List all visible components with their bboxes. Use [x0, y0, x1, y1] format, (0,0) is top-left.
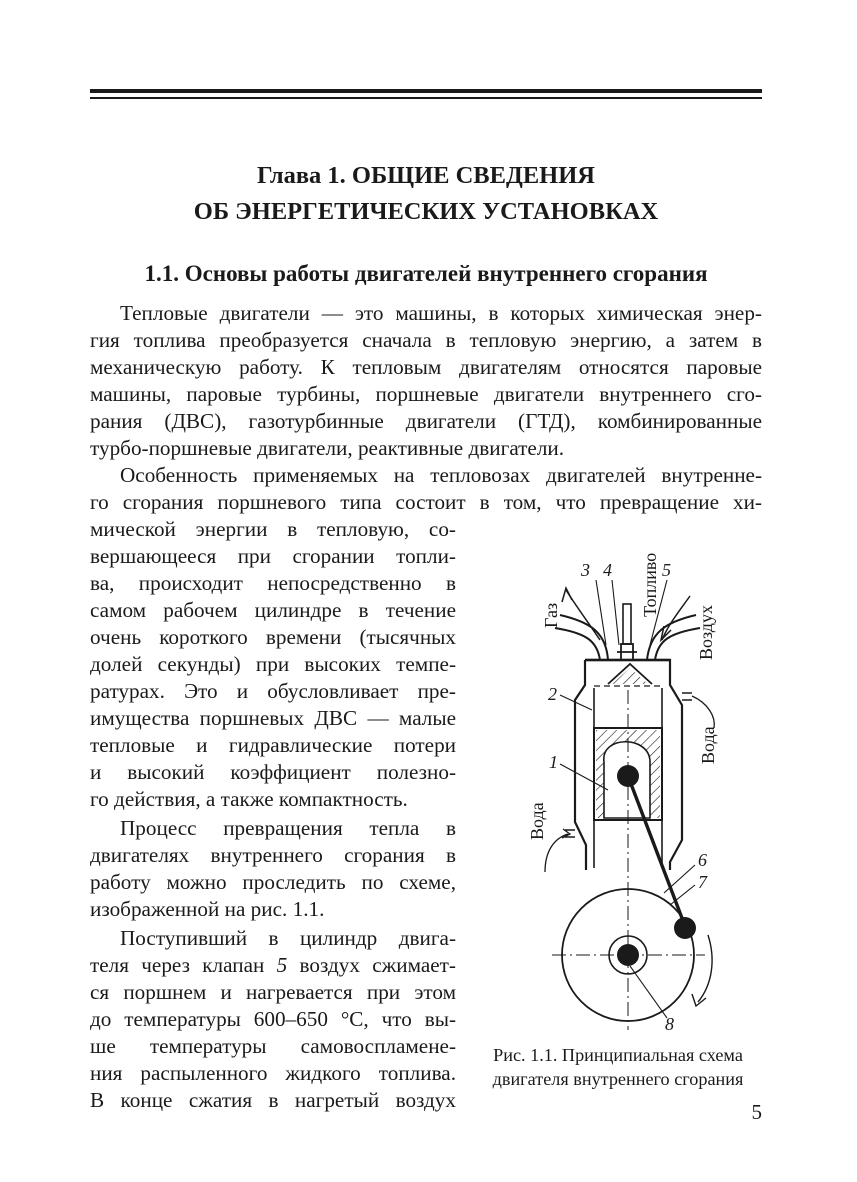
text-line: го действия, а также компактность.: [90, 787, 408, 811]
label-air: Воздух: [696, 605, 716, 660]
text-line: самом рабочем цилиндре в течение: [90, 598, 456, 622]
text-line: В конце сжатия в нагретый воздух: [90, 1088, 456, 1112]
text-line: гия топлива преобразуется сначала в тепловую энергию, а затем в: [90, 328, 762, 352]
figure-caption: [468, 1043, 768, 1091]
label-5: 5: [662, 560, 671, 580]
header-rule-thick: [90, 89, 762, 93]
label-8: 8: [665, 1014, 674, 1034]
chapter-title-line-1: Глава 1. ОБЩИЕ СВЕДЕНИЯ: [257, 162, 595, 189]
caption-line-1: Рис. 1.1. Принципиальная схема: [493, 1045, 743, 1065]
label-1: 1: [549, 752, 558, 772]
text-line: двигателях внутреннего сгорания в: [90, 843, 456, 867]
text-line: работу можно проследить по схеме,: [90, 870, 456, 894]
label-3: 3: [581, 560, 590, 580]
label-6: 6: [698, 850, 707, 870]
text-line: долей секунды) при высоких темпе-: [90, 652, 456, 676]
text-line: очень короткого времени (тысячных: [90, 625, 456, 649]
text-line: Тепловые двигатели — это машины, в которых химическая энер-: [120, 301, 762, 325]
text-span: теля через клапан: [90, 953, 277, 977]
section-title: 1.1. Основы работы двигателей внутреннего сгорания: [144, 261, 708, 286]
chapter-title-line-2: ОБ ЭНЕРГЕТИЧЕСКИХ УСТАНОВКАХ: [193, 198, 659, 225]
label-fuel: Топливо: [640, 552, 660, 617]
text-line: ва, происходит непосредственно в: [90, 571, 456, 595]
text-line: вершающееся при сгорании топли-: [90, 544, 456, 568]
text-line: ся поршнем и нагревается при этом: [90, 980, 456, 1004]
valve-number: 5: [276, 953, 288, 977]
text-line: ше температуры самовоспламене-: [90, 1034, 456, 1058]
caption-line-2: двигателя внутреннего сгорания: [492, 1069, 744, 1089]
label-water-out: Вода: [698, 726, 718, 764]
text-line: рания (ДВС), газотурбинные двигатели (ГТД), комбинированные: [90, 409, 762, 433]
text-line: изображенной на рис. 1.1.: [90, 897, 325, 921]
text-line: механическую работу. К тепловым двигателям относятся паровые: [90, 355, 762, 379]
label-water-in: Вода: [527, 802, 547, 840]
text-span: воздух сжимает-: [287, 953, 456, 977]
text-line: машины, паровые турбины, поршневые двигатели внутреннего сго-: [90, 382, 762, 406]
text-line: тепловые и гидравлические потери: [90, 733, 456, 757]
text-line: Особенность применяемых на тепловозах двигателей внутренне-: [120, 463, 762, 487]
text-line: мической энергии в тепловую, со-: [90, 517, 456, 541]
text-line: го сгорания поршневого типа состоит в том, что превращение хи-: [90, 490, 762, 514]
label-gas: Газ: [541, 602, 561, 628]
text-line: ратурах. Это и обусловливает пре-: [90, 679, 456, 703]
page-number: 5: [751, 1100, 762, 1124]
label-4: 4: [603, 560, 612, 580]
chapter-title: [90, 158, 762, 230]
text-line: ния распыленного жидкого топлива.: [90, 1061, 456, 1085]
text-line: [90, 952, 456, 979]
header-rule-thin: [90, 97, 762, 99]
label-2: 2: [548, 684, 557, 704]
text-line: Процесс превращения тепла в: [120, 816, 456, 840]
text-line: имущества поршневых ДВС — малые: [90, 706, 456, 730]
text-line: турбо-поршневые двигатели, реактивные двигатели.: [90, 436, 565, 460]
engine-diagram: [520, 530, 760, 1040]
text-line: до температуры 600–650 °С, что вы-: [90, 1007, 456, 1031]
label-7: 7: [698, 872, 707, 892]
text-line: Поступивший в цилиндр двига-: [120, 926, 456, 950]
text-line: и высокий коэффициент полезно-: [90, 760, 456, 784]
